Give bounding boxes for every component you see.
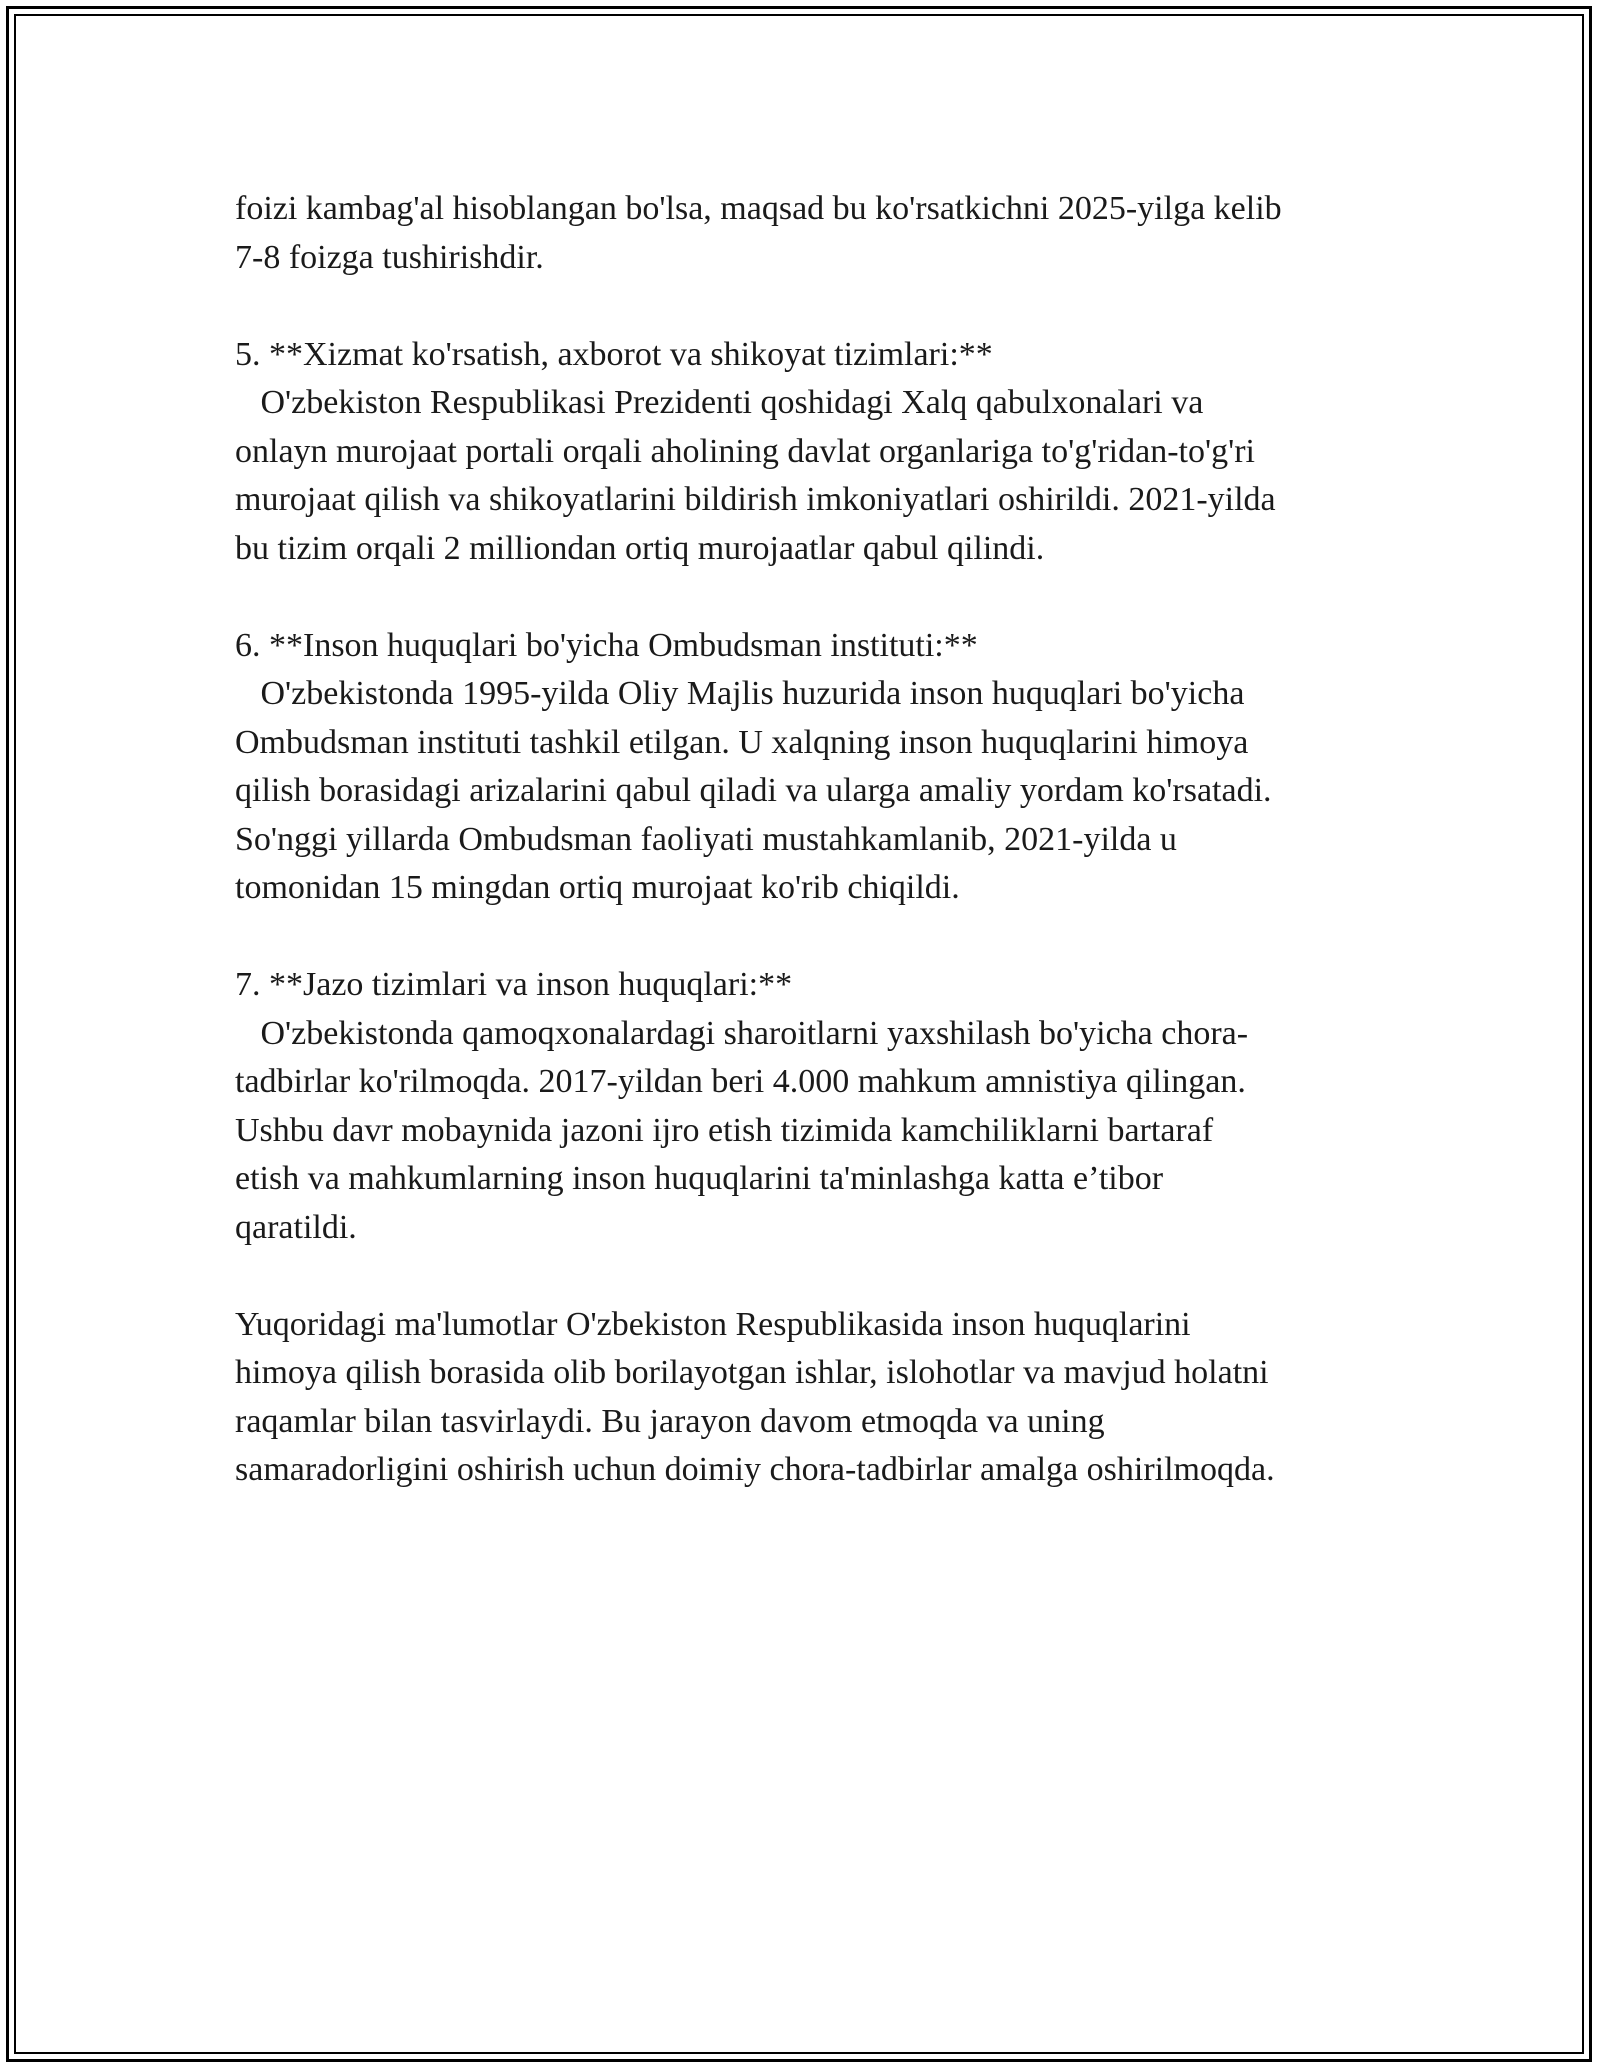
intro-paragraph: [235, 185, 1385, 282]
section-7: [235, 961, 1385, 1252]
text-line: murojaat qilish va shikoyatlarini bildirish imkoniyatlari oshirildi. 2021-yilda: [235, 481, 1276, 518]
text-line: O'zbekistonda qamoqxonalardagi sharoitlarni yaxshilash bo'yicha chora-: [235, 1014, 1249, 1052]
document-body: [235, 185, 1385, 1495]
text-line: onlayn murojaat portali orqali aholining davlat organlariga to'g'ridan-to'g'ri: [235, 432, 1255, 470]
paragraph-gap: [235, 573, 1385, 622]
text-line: tadbirlar ko'rilmoqda. 2017-yildan beri 4.000 mahkum amnistiya qilingan.: [235, 1063, 1246, 1100]
text-line: bu tizim orqali 2 milliondan ortiq murojaatlar qabul qilindi.: [235, 529, 1045, 567]
text-line: O'zbekistonda 1995-yilda Oliy Majlis huzurida inson huquqlari bo'yicha: [235, 675, 1245, 712]
paragraph-gap: [235, 913, 1385, 962]
section-heading: 6. **Inson huquqlari bo'yicha Ombudsman instituti:**: [235, 626, 978, 664]
text-line: samaradorligini oshirish uchun doimiy chora-tadbirlar amalga oshirilmoqda.: [235, 1451, 1275, 1488]
text-line: Yuqoridagi ma'lumotlar O'zbekiston Respublikasida inson huquqlarini: [235, 1305, 1191, 1343]
section-6: [235, 622, 1385, 913]
text-line: Ombudsman instituti tashkil etilgan. U xalqning inson huquqlarini himoya: [235, 723, 1249, 761]
text-line: So'nggi yillarda Ombudsman faoliyati mustahkamlanib, 2021-yilda u: [235, 820, 1177, 858]
paragraph-gap: [235, 282, 1385, 331]
text-line: tomonidan 15 mingdan ortiq murojaat ko'rib chiqildi.: [235, 869, 960, 906]
text-line: etish va mahkumlarning inson huquqlarini ta'minlashga katta e’tibor: [235, 1160, 1164, 1197]
text-line: 7-8 foizga tushirishdir.: [235, 238, 544, 276]
section-heading: 7. **Jazo tizimlari va inson huquqlari:**: [235, 966, 793, 1003]
section-5: [235, 331, 1385, 574]
text-line: qilish borasidagi arizalarini qabul qiladi va ularga amaliy yordam ko'rsatadi.: [235, 772, 1272, 809]
text-line: himoya qilish borasida olib borilayotgan ishlar, islohotlar va mavjud holatni: [235, 1354, 1269, 1391]
text-line: raqamlar bilan tasvirlaydi. Bu jarayon davom etmoqda va uning: [235, 1402, 1105, 1440]
paragraph-gap: [235, 1252, 1385, 1301]
text-line: qaratildi.: [235, 1208, 357, 1246]
text-line: foizi kambag'al hisoblangan bo'lsa, maqsad bu ko'rsatkichni 2025-yilga kelib: [235, 190, 1282, 227]
text-line: O'zbekiston Respublikasi Prezidenti qoshidagi Xalq qabulxonalari va: [235, 384, 1204, 421]
text-line: Ushbu davr mobaynida jazoni ijro etish tizimida kamchiliklarni bartaraf: [235, 1111, 1214, 1149]
section-heading: 5. **Xizmat ko'rsatish, axborot va shikoyat tizimlari:**: [235, 335, 993, 373]
conclusion-paragraph: [235, 1301, 1385, 1495]
